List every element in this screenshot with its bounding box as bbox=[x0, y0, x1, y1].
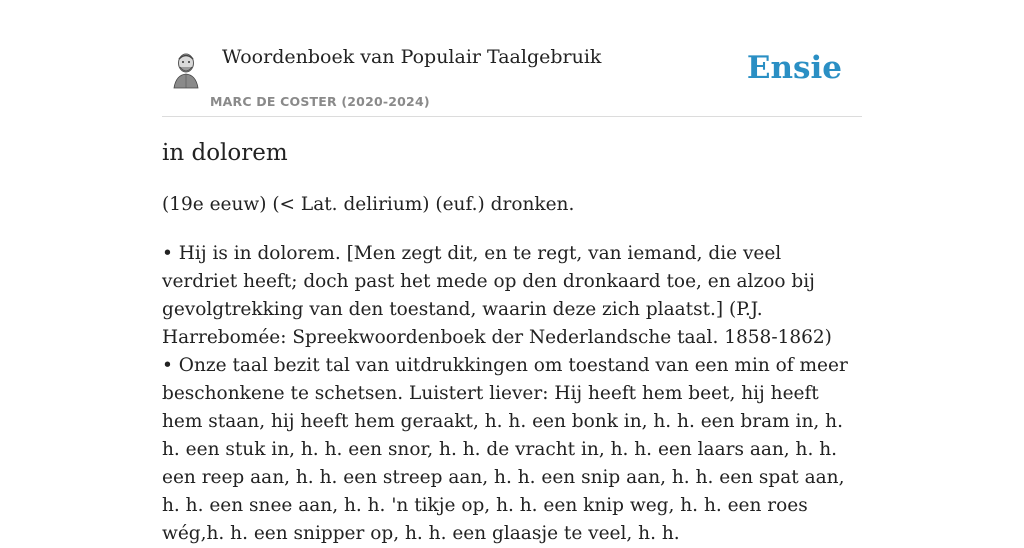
entry-body bbox=[162, 240, 862, 548]
site-header bbox=[162, 0, 862, 117]
dictionary-author[interactable]: MARC DE COSTER (2020-2024) bbox=[210, 94, 430, 109]
entry-paragraph: • Hij is in dolorem. [Men zegt dit, en te regt, van iemand, die veel verdriet heeft; doch past het mede op den dronkaard toe, en alzoo bij gevolgtrekking van den toestand, waarin deze zich plaatst.] (P.J. Harrebomée: Spreekwoordenboek der Nederlandsche taal. 1858-1862) bbox=[162, 243, 832, 348]
brand-logo[interactable]: Ensie bbox=[746, 50, 842, 86]
entry-paragraph: • Onze taal bezit tal van uitdrukkingen om toestand van een min of meer beschonkene te schetsen. Luistert liever: Hij heeft hem beet, hij heeft hem staan, hij heeft hem geraakt, h. h. een bonk in, h. h. een bram in, h. h. een stuk in, h. h. een snor, h. h. de vracht in, h. h. een laars aan, h. h. een reep aan, h. h. een streep aan, h. h. een snip aan, h. h. een spat aan, h. h. een snee aan, h. h. 'n tikje op, h. h. een knip weg, h. h. een roes wég,h. h. een snipper op, h. h. een glaasje te veel, h. h. bbox=[162, 355, 848, 544]
author-portrait-icon[interactable] bbox=[170, 50, 202, 90]
page bbox=[162, 0, 862, 544]
entry-headword: in dolorem bbox=[162, 140, 288, 166]
entry-definition: (19e eeuw) (< Lat. delirium) (euf.) dronken. bbox=[162, 194, 575, 215]
dictionary-title[interactable]: Woordenboek van Populair Taalgebruik bbox=[222, 46, 602, 68]
